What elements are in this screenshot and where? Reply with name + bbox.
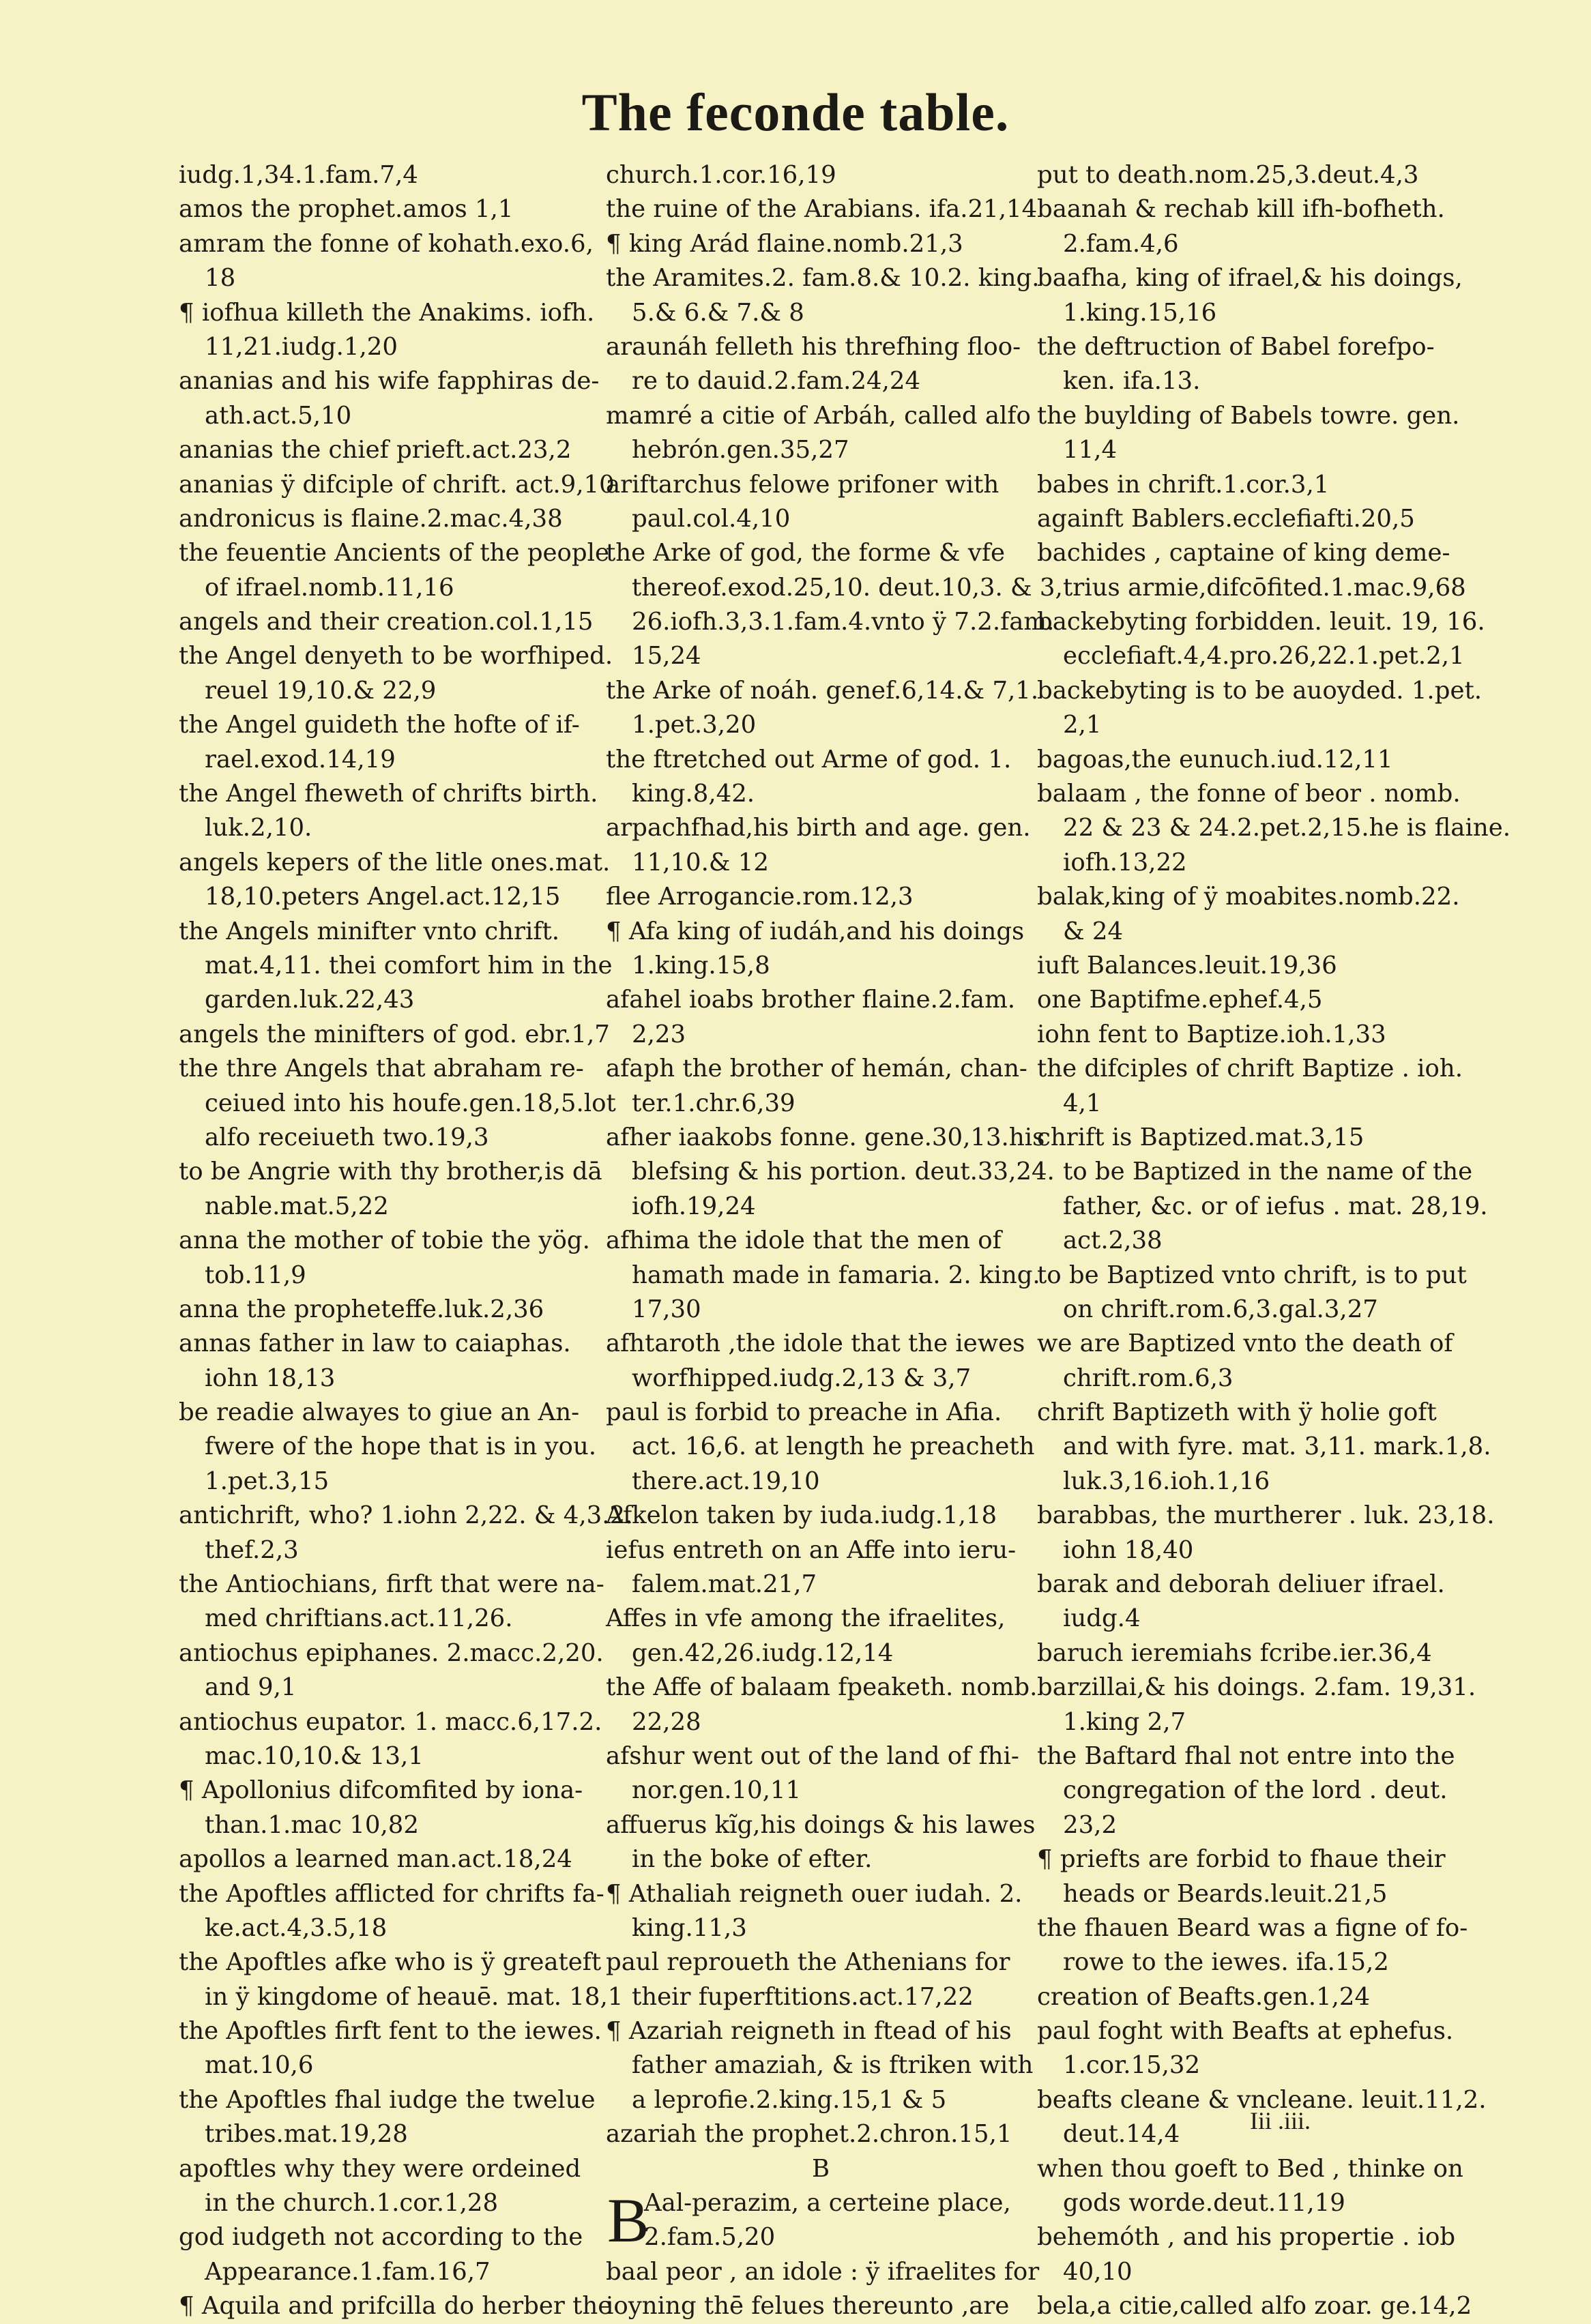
index-entry-line: the Baftard fhal not entre into the bbox=[1037, 1741, 1455, 1770]
index-entry-line: anna the propheteffe.luk.2,36 bbox=[179, 1295, 544, 1323]
index-entry-line: paul reproueth the Athenians for bbox=[606, 1948, 1010, 1977]
index-entry-line: fwere of the hope that is in you. bbox=[205, 1432, 597, 1461]
page-title: The feconde table. bbox=[581, 83, 1010, 142]
index-entry-line: arpachfhad,his birth and age. gen. bbox=[606, 814, 1031, 842]
index-entry-line: azariah the prophet.2.chron.15,1 bbox=[606, 2120, 1012, 2149]
index-entry-line: chrift is Baptized.mat.3,15 bbox=[1037, 1123, 1364, 1151]
index-entry-line: Affes in vfe among the ifraelites, bbox=[606, 1604, 1006, 1633]
index-entry-line: ¶ Azariah reigneth in ftead of his bbox=[606, 2017, 1012, 2046]
index-entry-line: 1.pet.3,15 bbox=[205, 1467, 330, 1495]
index-entry-line: 2.fam.4,6 bbox=[1063, 229, 1179, 258]
section-letter-heading: B bbox=[811, 2154, 830, 2183]
index-entry-line: 22 & 23 & 24.2.pet.2,15.he is flaine. bbox=[1063, 814, 1510, 842]
index-entry-line: ananias and his wife fapphiras de- bbox=[179, 367, 600, 396]
index-entry-line: gods worde.deut.11,19 bbox=[1063, 2189, 1345, 2218]
index-entry-line: ariftarchus felowe prifoner with bbox=[606, 470, 999, 499]
index-entry-line: baruch ieremiahs fcribe.ier.36,4 bbox=[1037, 1638, 1432, 1667]
index-entry-line: mac.10,10.& 13,1 bbox=[205, 1741, 424, 1770]
index-entry-line: bachides , captaine of king deme- bbox=[1037, 539, 1450, 568]
index-entry-line: iohn fent to Baptize.ioh.1,33 bbox=[1037, 1020, 1386, 1048]
index-entry-line: balaam , the fonne of beor . nomb. bbox=[1037, 780, 1461, 808]
index-entry-line: be readie alwayes to giue an An- bbox=[179, 1398, 580, 1427]
index-entry-line: andronicus is flaine.2.mac.4,38 bbox=[179, 504, 563, 533]
index-entry-line: amos the prophet.amos 1,1 bbox=[179, 195, 514, 224]
index-column-2 bbox=[606, 158, 1063, 2324]
index-entry-line: iuft Balances.leuit.19,36 bbox=[1037, 951, 1337, 980]
index-entry-line: re to dauid.2.fam.24,24 bbox=[632, 367, 921, 396]
index-entry-line: againft Bablers.ecclefiafti.20,5 bbox=[1037, 504, 1415, 533]
index-entry-line: antiochus epiphanes. 2.macc.2,20. bbox=[179, 1638, 604, 1667]
index-entry-line: reuel 19,10.& 22,9 bbox=[205, 676, 437, 705]
index-entry-line: 1.king 2,7 bbox=[1063, 1707, 1186, 1736]
index-entry-line: afher iaakobs fonne. gene.30,13.his bbox=[606, 1123, 1045, 1151]
index-entry-line: backebyting is to be auoyded. 1.pet. bbox=[1037, 676, 1483, 705]
index-entry-line: gen.42,26.iudg.12,14 bbox=[632, 1638, 894, 1667]
index-entry-line: 23,2 bbox=[1063, 1810, 1118, 1839]
index-entry-line: 18 bbox=[205, 264, 236, 293]
index-entry-line: nor.gen.10,11 bbox=[632, 1776, 802, 1805]
index-entry-line: baanah & rechab kill ifh-bofheth. bbox=[1037, 195, 1445, 224]
index-entry-line: act.2,38 bbox=[1063, 1226, 1163, 1255]
index-entry-line: iohn 18,13 bbox=[205, 1364, 336, 1392]
index-entry-line: on chrift.rom.6,3.gal.3,27 bbox=[1063, 1295, 1378, 1323]
index-entry-line: ¶ Afa king of iudáh,and his doings bbox=[606, 917, 1025, 945]
index-entry-line: antichrift, who? 1.iohn 2,22. & 4,3.2. bbox=[179, 1501, 633, 1530]
index-entry-line: the difciples of chrift Baptize . ioh. bbox=[1037, 1055, 1463, 1083]
index-entry-line: the Angels minifter vnto chrift. bbox=[179, 917, 560, 945]
index-entry-line: afshur went out of the land of fhi- bbox=[606, 1741, 1019, 1770]
index-entry-line: the Angel guideth the hofte of if- bbox=[179, 711, 580, 739]
index-entry-line: to be Baptized in the name of the bbox=[1063, 1158, 1473, 1186]
index-entry-line: the ruine of the Arabians. ifa.21,14 bbox=[606, 195, 1038, 224]
index-entry-line: annas father in law to caiaphas. bbox=[179, 1329, 571, 1358]
index-entry-line: father, &c. or of iefus . mat. 28,19. bbox=[1063, 1192, 1488, 1220]
index-entry-line: mat.10,6 bbox=[205, 2051, 314, 2080]
index-entry-line: hebrón.gen.35,27 bbox=[632, 436, 849, 465]
index-entry-line: apoftles why they were ordeined bbox=[179, 2154, 581, 2183]
index-entry-line: iudg.4 bbox=[1063, 1604, 1141, 1633]
index-entry-line: 26.iofh.3,3.1.fam.4.vnto ÿ 7.2.fam. bbox=[632, 608, 1055, 636]
index-entry-line: iohn 18,40 bbox=[1063, 1535, 1194, 1564]
index-entry-line: worfhipped.iudg.2,13 & 3,7 bbox=[632, 1364, 972, 1392]
index-entry-line: heads or Beards.leuit.21,5 bbox=[1063, 1879, 1388, 1908]
index-entry-line: paul.col.4,10 bbox=[632, 504, 791, 533]
index-entry-line: ioyning thē felues thereunto ,are bbox=[606, 2292, 1010, 2321]
index-entry-line: araunáh felleth his threfhing floo- bbox=[606, 332, 1021, 361]
index-entry-line: afahel ioabs brother flaine.2.fam. bbox=[606, 986, 1016, 1014]
index-entry-line: 2,23 bbox=[632, 1020, 686, 1048]
index-entry-line: barabbas, the murtherer . luk. 23,18. bbox=[1037, 1501, 1495, 1530]
index-entry-line: the Arke of noáh. genef.6,14.& 7,1. bbox=[606, 676, 1039, 705]
index-entry-line: the buylding of Babels towre. gen. bbox=[1037, 401, 1460, 430]
index-entry-line: iudg.1,34.1.fam.7,4 bbox=[179, 161, 418, 189]
index-entry-line: one Baptifme.ephef.4,5 bbox=[1037, 986, 1323, 1014]
index-entry-line: father amaziah, & is ftriken with bbox=[632, 2051, 1034, 2080]
index-entry-line: 40,10 bbox=[1063, 2257, 1133, 2286]
index-entry-line: angels kepers of the litle ones.mat. bbox=[179, 848, 611, 877]
index-entry-line: 2.fam.5,20 bbox=[644, 2223, 776, 2252]
index-entry-line: 1.cor.15,32 bbox=[1063, 2051, 1201, 2080]
index-column-3 bbox=[1037, 158, 1510, 2324]
index-entry-line: rowe to the iewes. ifa.15,2 bbox=[1063, 1948, 1389, 1977]
index-entry-line: 1.king.15,16 bbox=[1063, 298, 1217, 327]
index-entry-line: creation of Beafts.gen.1,24 bbox=[1037, 1982, 1371, 2011]
index-entry-line: trius armie,difcōfited.1.mac.9,68 bbox=[1063, 573, 1466, 602]
index-entry-line: tribes.mat.19,28 bbox=[205, 2120, 408, 2149]
index-entry-line: than.1.mac 10,82 bbox=[205, 1810, 419, 1839]
index-entry-line: 4,1 bbox=[1063, 1089, 1102, 1117]
index-entry-line: ecclefiaft.4,4.pro.26,22.1.pet.2,1 bbox=[1063, 642, 1465, 671]
index-entry-line: the feuentie Ancients of the people bbox=[179, 539, 610, 568]
index-entry-line: 2,1 bbox=[1063, 711, 1102, 739]
index-entry-line: antiochus eupator. 1. macc.6,17.2. bbox=[179, 1707, 602, 1736]
index-entry-line: chrift.rom.6,3 bbox=[1063, 1364, 1234, 1392]
index-entry-line: to be Angrie with thy brother,is dā bbox=[179, 1158, 602, 1186]
index-entry-line: ananias ÿ difciple of chrift. act.9,10 bbox=[179, 470, 615, 499]
index-entry-line: ¶ Apollonius difcomfited by iona- bbox=[179, 1776, 583, 1805]
index-entry-line: garden.luk.22,43 bbox=[205, 986, 415, 1014]
index-entry-line: ananias the chief prieft.act.23,2 bbox=[179, 436, 572, 465]
index-entry-line: and 9,1 bbox=[205, 1673, 297, 1702]
index-entry-line: balak,king of ÿ moabites.nomb.22. bbox=[1037, 883, 1460, 911]
index-entry-line: king.11,3 bbox=[632, 1913, 747, 1942]
index-entry-line: in ÿ kingdome of heauē. mat. 18,1 bbox=[205, 1982, 624, 2011]
index-entry-line: in the boke of efter. bbox=[632, 1845, 873, 1874]
index-entry-line: congregation of the lord . deut. bbox=[1063, 1776, 1448, 1805]
index-entry-line: angels the minifters of god. ebr.1,7 bbox=[179, 1020, 610, 1048]
index-entry-line: the Arke of god, the forme & vfe bbox=[606, 539, 1005, 568]
index-entry-line: ath.act.5,10 bbox=[205, 401, 352, 430]
index-entry-line: apollos a learned man.act.18,24 bbox=[179, 1845, 572, 1874]
index-entry-line: iofh.19,24 bbox=[632, 1192, 756, 1220]
index-entry-line: the Angel denyeth to be worfhiped. bbox=[179, 642, 613, 671]
index-entry-line: the Apoftles firft fent to the iewes. bbox=[179, 2017, 602, 2046]
index-entry-line: hamath made in famaria. 2. king. bbox=[632, 1261, 1040, 1289]
index-entry-line: 11,21.iudg.1,20 bbox=[205, 332, 398, 361]
index-entry-line: mamré a citie of Arbáh, called alfo bbox=[606, 401, 1031, 430]
index-entry-line: 17,30 bbox=[632, 1295, 701, 1323]
index-entry-line: church.1.cor.16,19 bbox=[606, 161, 836, 189]
index-entry-line: afhtaroth ,the idole that the iewes bbox=[606, 1329, 1025, 1358]
index-entry-line: the ftretched out Arme of god. 1. bbox=[606, 745, 1012, 774]
index-entry-line: king.8,42. bbox=[632, 780, 755, 808]
index-entry-line: 11,4 bbox=[1063, 436, 1118, 465]
index-entry-line: bela,a citie,called alfo zoar. ge.14,2 bbox=[1037, 2292, 1472, 2321]
index-entry-line: of ifrael.nomb.11,16 bbox=[205, 573, 454, 602]
index-entry-line: nable.mat.5,22 bbox=[205, 1192, 389, 1220]
index-entry-line: ¶ king Arád flaine.nomb.21,3 bbox=[606, 229, 963, 258]
index-entry-line: 15,24 bbox=[632, 642, 701, 671]
index-entry-line: backebyting forbidden. leuit. 19, 16. bbox=[1037, 608, 1485, 636]
index-entry-line: ¶ priefts are forbid to fhaue their bbox=[1037, 1845, 1446, 1874]
index-entry-line: med chriftians.act.11,26. bbox=[205, 1604, 513, 1633]
index-entry-line: to be Baptized vnto chrift, is to put bbox=[1037, 1261, 1467, 1289]
index-entry-line: babes in chrift.1.cor.3,1 bbox=[1037, 470, 1330, 499]
index-entry-line: Appearance.1.fam.16,7 bbox=[205, 2257, 491, 2286]
index-entry-line: tob.11,9 bbox=[205, 1261, 306, 1289]
index-entry-line: luk.2,10. bbox=[205, 814, 312, 842]
index-entry-line: their fuperftitions.act.17,22 bbox=[632, 1982, 974, 2011]
index-entry-line: the Apoftles fhal iudge the twelue bbox=[179, 2085, 596, 2114]
index-entry-line: in the church.1.cor.1,28 bbox=[205, 2189, 499, 2218]
drop-cap-letter: B bbox=[607, 2186, 649, 2256]
index-entry-line: Afkelon taken by iuda.iudg.1,18 bbox=[606, 1501, 997, 1530]
index-entry-line: the Antiochians, firft that were na- bbox=[179, 1570, 604, 1599]
index-entry-line: ceiued into his houfe.gen.18,5.lot bbox=[205, 1089, 616, 1117]
index-entry-line: there.act.19,10 bbox=[632, 1467, 820, 1495]
index-entry-line: iofh.13,22 bbox=[1063, 848, 1187, 877]
signature-mark: Iii .iii. bbox=[1250, 2107, 1311, 2134]
index-entry-line: mat.4,11. thei comfort him in the bbox=[205, 951, 613, 980]
index-entry-line: angels and their creation.col.1,15 bbox=[179, 608, 594, 636]
index-entry-text: Aal-perazim, a certeine place, bbox=[644, 2189, 1011, 2218]
index-entry-line: when thou goeft to Bed , thinke on bbox=[1037, 2154, 1463, 2183]
index-entry-line: ¶ iofhua killeth the Anakims. iofh. bbox=[179, 298, 595, 327]
index-entry-line: paul is forbid to preache in Afia. bbox=[606, 1398, 1002, 1427]
index-entry-line: 18,10.peters Angel.act.12,15 bbox=[205, 883, 561, 911]
index-entry-line: we are Baptized vnto the death of bbox=[1037, 1329, 1453, 1358]
index-entry-line: the Affe of balaam fpeaketh. nomb. bbox=[606, 1673, 1038, 1702]
index-entry-line: thef.2,3 bbox=[205, 1535, 299, 1564]
index-entry-line: and with fyre. mat. 3,11. mark.1,8. bbox=[1063, 1432, 1491, 1461]
index-entry-line: bagoas,the eunuch.iud.12,11 bbox=[1037, 745, 1393, 774]
index-entry-line: the fhauen Beard was a figne of fo- bbox=[1037, 1913, 1468, 1942]
index-column-1 bbox=[179, 158, 633, 2324]
index-entry-line: a leprofie.2.king.15,1 & 5 bbox=[632, 2085, 947, 2114]
index-entry-line: ken. ifa.13. bbox=[1063, 367, 1201, 396]
index-entry-line: thereof.exod.25,10. deut.10,3. & 3, bbox=[632, 573, 1063, 602]
index-entry-line: ter.1.chr.6,39 bbox=[632, 1089, 796, 1117]
index-entry-line: 11,10.& 12 bbox=[632, 848, 769, 877]
index-entry-line: baal peor , an idole : ÿ ifraelites for bbox=[606, 2257, 1040, 2286]
index-entry-line: & 24 bbox=[1063, 917, 1124, 945]
index-entry-line: falem.mat.21,7 bbox=[632, 1570, 817, 1599]
index-entry-line: barzillai,& his doings. 2.fam. 19,31. bbox=[1037, 1673, 1476, 1702]
index-entry-line: blefsing & his portion. deut.33,24. bbox=[632, 1158, 1055, 1186]
index-entry-line: the Angel fheweth of chrifts birth. bbox=[179, 780, 598, 808]
index-entry-line: put to death.nom.25,3.deut.4,3 bbox=[1037, 161, 1419, 189]
index-entry-line: behemóth , and his propertie . iob bbox=[1037, 2223, 1456, 2252]
index-entry-line: act. 16,6. at length he preacheth bbox=[632, 1432, 1035, 1461]
index-entry-line: chrift Baptizeth with ÿ holie goft bbox=[1037, 1398, 1437, 1427]
index-entry-line: rael.exod.14,19 bbox=[205, 745, 396, 774]
index-entry-line: the deftruction of Babel forefpo- bbox=[1037, 332, 1435, 361]
index-entry-line: afhima the idole that the men of bbox=[606, 1226, 1002, 1255]
index-entry-line: ke.act.4,3.5,18 bbox=[205, 1913, 388, 1942]
index-entry-line: luk.3,16.ioh.1,16 bbox=[1063, 1467, 1270, 1495]
index-entry-line: 1.pet.3,20 bbox=[632, 711, 757, 739]
index-entry-line: the Aramites.2. fam.8.& 10.2. king. bbox=[606, 264, 1040, 293]
index-entry-line: the thre Angels that abraham re- bbox=[179, 1055, 584, 1083]
index-entry-line: ¶ Aquila and prifcilla do herber the bbox=[179, 2292, 613, 2321]
index-entry-line: amram the fonne of kohath.exo.6, bbox=[179, 229, 594, 258]
index-entry-line: 1.king.15,8 bbox=[632, 951, 770, 980]
index-entry-line: beafts cleane & vncleane. leuit.11,2. bbox=[1037, 2085, 1487, 2114]
index-entry-line: god iudgeth not according to the bbox=[179, 2223, 583, 2252]
index-entry-line: paul foght with Beafts at ephefus. bbox=[1037, 2017, 1454, 2046]
index-entry-line: 5.& 6.& 7.& 8 bbox=[632, 298, 804, 327]
index-entry-line: afaph the brother of hemán, chan- bbox=[606, 1055, 1027, 1083]
index-entry-line: baafha, king of ifrael,& his doings, bbox=[1037, 264, 1463, 293]
index-entry-line: anna the mother of tobie the yög. bbox=[179, 1226, 590, 1255]
index-entry-line: flee Arrogancie.rom.12,3 bbox=[606, 883, 914, 911]
index-entry-line: barak and deborah deliuer ifrael. bbox=[1037, 1570, 1445, 1599]
index-entry-line: ¶ Athaliah reigneth ouer iudah. 2. bbox=[606, 1879, 1023, 1908]
index-entry-line: deut.14,4 bbox=[1063, 2120, 1180, 2149]
index-entry-line: 22,28 bbox=[632, 1707, 701, 1736]
index-entry-line: the Apoftles afke who is ÿ greateft bbox=[179, 1948, 602, 1977]
index-entry-line: the Apoftles afflicted for chrifts fa- bbox=[179, 1879, 604, 1908]
index-entry-line: affuerus kĩg,his doings & his lawes bbox=[606, 1810, 1036, 1839]
index-entry-line: iefus entreth on an Affe into ieru- bbox=[606, 1535, 1017, 1564]
index-entry-line: alfo receiueth two.19,3 bbox=[205, 1123, 489, 1151]
